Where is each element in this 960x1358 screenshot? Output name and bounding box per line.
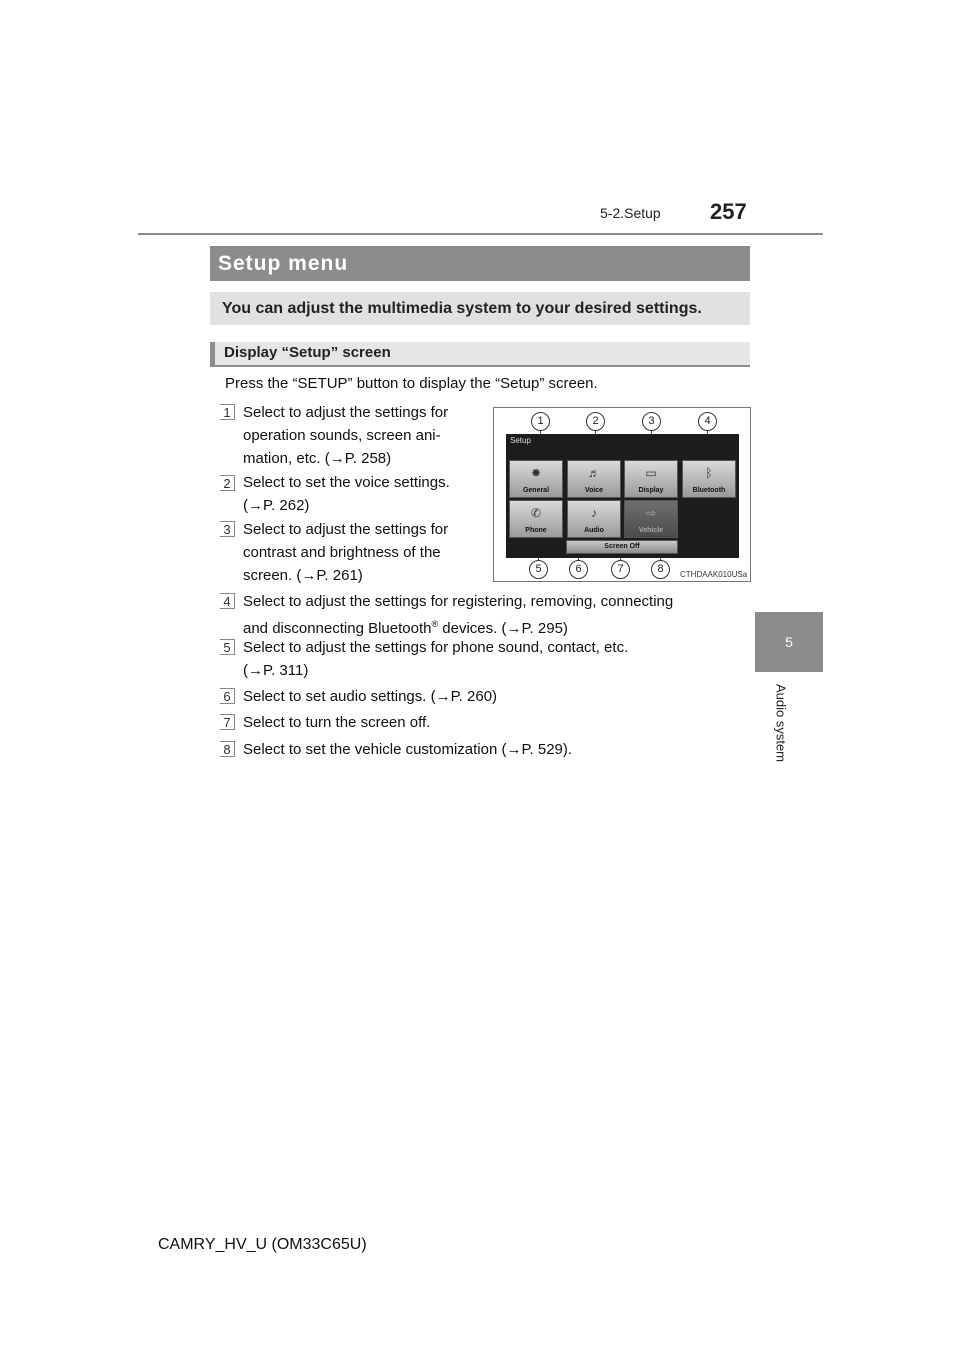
item-number: 4 [220,593,235,609]
item-line: Select to adjust the settings for registering, removing, connecting [243,593,674,610]
display-button[interactable] [624,460,678,498]
list-item [243,518,479,587]
bluetooth-button-label: Bluetooth [692,487,726,494]
vehicle-button[interactable] [624,500,678,538]
section-summary: You can adjust the multimedia system to your desired settings. [210,292,750,325]
item-line: Select to adjust the settings for phone sound, contact, etc. [243,639,629,656]
intro-text: Press the “SETUP” button to display the “Setup” screen. [225,375,598,392]
item-number: 1 [220,404,235,420]
general-button-label: General [522,487,550,494]
vehicle-button-label: Vehicle [638,527,664,534]
setup-screen-figure [493,407,751,582]
bluetooth-button[interactable] [682,460,736,498]
item-line: (→P. 262) [243,497,310,514]
item-line: (→P. 311) [243,662,309,679]
page-number: 257 [710,199,747,224]
item-number: 5 [220,639,235,655]
item-line: Select to set the voice settings. [243,474,450,491]
vehicle-icon: ⇨ [645,506,657,520]
voice-button[interactable] [567,460,621,498]
item-line: screen. (→P. 261) [243,567,363,584]
list-item [243,471,479,517]
music-note-icon: ♪ [591,506,597,520]
subsection-accent [210,342,215,365]
item-number: 2 [220,475,235,491]
callout-marker: 7 [611,560,630,579]
subsection-heading [210,342,750,367]
screen-title: Setup [510,436,531,445]
item-line: Select to set audio settings. (→P. 260) [243,688,498,705]
bluetooth-icon: ᛒ [705,466,713,480]
item-number: 7 [220,714,235,730]
chapter-tab: 5 [755,612,823,672]
header-section: 5-2.Setup [600,205,661,221]
screen-off-button[interactable]: Screen Off [566,540,678,554]
item-line: Select to turn the screen off. [243,714,431,731]
subsection-title: Display “Setup” screen [224,344,391,361]
callout-marker: 4 [698,412,717,431]
registered-mark: ® [431,619,439,629]
item-number: 6 [220,688,235,704]
callout-marker: 8 [651,560,670,579]
callout-marker: 2 [586,412,605,431]
list-item [243,401,479,470]
list-item [243,711,745,734]
item-line: Select to adjust the settings for [243,521,449,538]
phone-button-label: Phone [525,527,547,534]
section-title: Setup menu [210,246,750,281]
display-icon: ▭ [645,466,657,480]
item-line: mation, etc. (→P. 258) [243,450,392,467]
gear-icon: ✹ [530,466,542,480]
item-number: 3 [220,521,235,537]
callout-marker: 3 [642,412,661,431]
document-code: CAMRY_HV_U (OM33C65U) [158,1236,367,1253]
display-button-label: Display [638,487,664,494]
item-number: 8 [220,741,235,757]
figure-code: CTHDAAK010USa [680,570,748,579]
voice-button-label: Voice [584,487,604,494]
chapter-label-text: Audio system [773,683,789,762]
item-text: and disconnecting Bluetooth [243,620,432,637]
chapter-label [770,675,792,770]
phone-icon: ✆ [530,506,542,520]
callout-marker: 1 [531,412,550,431]
list-item [243,685,745,708]
voice-icon: ♬ [588,466,600,480]
list-item [243,738,745,761]
item-line: Select to set the vehicle customization (→P. 529). [243,741,573,758]
list-item [243,636,745,682]
audio-button-label: Audio [584,527,604,534]
audio-button[interactable] [567,500,621,538]
item-line: contrast and brightness of the [243,544,441,561]
setup-screen [506,434,739,558]
callout-marker: 6 [569,560,588,579]
item-line: Select to adjust the settings for [243,404,449,421]
general-button[interactable] [509,460,563,498]
callout-marker: 5 [529,560,548,579]
item-text: devices. (→P. 295) [438,620,568,637]
item-line: operation sounds, screen ani- [243,427,441,444]
list-item [243,590,745,640]
header-rule [138,233,823,235]
phone-button[interactable] [509,500,563,538]
